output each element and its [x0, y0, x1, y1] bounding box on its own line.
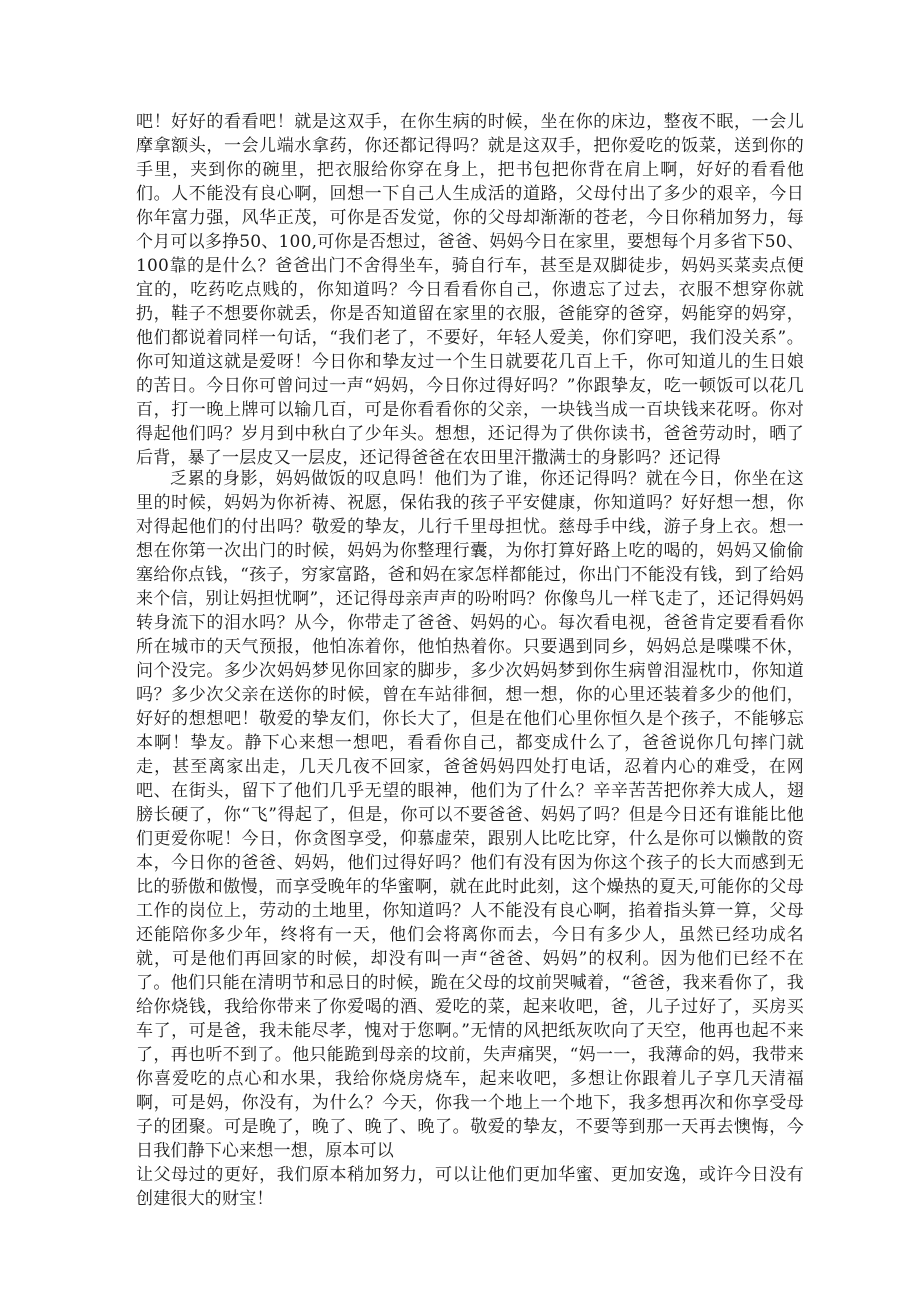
paragraph-2-tail: 让父母过的更好，我们原本稍加努力，可以让他们更加华蜜、更加安逸，或许今日没有创建很大的财宝！ [136, 1165, 804, 1209]
paragraph-2: 乏累的身影，妈妈做饭的叹息吗！他们为了谁，你还记得吗？就在今日，你坐在这里的时候，妈妈为你祈祷、祝愿，保佑我的孩子平安健康，你知道吗？好好想一想，你对得起他们的付出吗？敬爱的挚友，儿行千里母担忧。慈母手中线，游子身上衣。想一想在你第一次出门的时候，妈妈为你整理行囊，为你打算好路上吃的喝的，妈妈又偷偷塞给你点钱，“孩子，穷家富路，爸和妈在家怎样都能过，你出门不能没有钱，到了给妈来个信，别让妈担忧啊”，还记得母亲声声的吩咐吗？你像鸟儿一样飞走了，还记得妈妈转身流下的泪水吗？从今，你带走了爸爸、妈妈的心。每次看电视，爸爸肯定要看看你所在城市的天气预报，他怕冻着你，他怕热着你。只要遇到同乡，妈妈总是喋喋不休，问个没完。多少次妈妈梦见你回家的脚步，多少次妈妈梦到你生病曾泪湿枕巾，你知道吗？多少次父亲在送你的时候，曾在车站徘徊，想一想，你的心里还装着多少的他们，好好的想想吧！敬爱的挚友们，你长大了，但是在他们心里你恒久是个孩子，不能够忘本啊！挚友。静下心来想一想吧，看看你自己，都变成什么了，爸爸说你几句摔门就走，甚至离家出走，几天几夜不回家，爸爸妈妈四处打电话，忍着内心的难受，在网吧、在街头，留下了他们几乎无望的眼神，他们为了什么？辛辛苦苦把你养大成人，翅膀长硬了，你“飞”得起了，但是，你可以不要爸爸、妈妈了吗？但是今日还有谁能比他们更爱你呢！今日，你贪图享受，仰慕虚荣，跟别人比吃比穿，什么是你可以懒散的资本，今日你的爸爸、妈妈，他们过得好吗？他们有没有因为你这个孩子的长大而感到无比的骄傲和傲慢，而享受晚年的华蜜啊，就在此时此刻，这个燥热的夏天,可能你的父母工作的岗位上，劳动的土地里，你知道吗？人不能没有良心啊，掐着指头算一算，父母还能陪你多少年，终将有一天，他们会将离你而去，今日有多少人，虽然已经功成名就，可是他们再回家的时候，却没有叫一声“爸爸、妈妈”的权利。因为他们已经不在了。他们只能在清明节和忌日的时候，跪在父母的坟前哭喊着，“爸爸，我来看你了，我给你烧钱，我给你带来了你爱喝的酒、爱吃的菜，起来收吧，爸，儿子过好了，买房买车了，可是爸，我未能尽孝，愧对于您啊。”无情的风把纸灰吹向了天空，他再也起不来了，再也听不到了。他只能跪到母亲的坟前，失声痛哭，“妈一一，我薄命的妈，我带来你喜爱吃的点心和水果，我给你烧房烧车，起来收吧，多想让你跟着儿子享几天清福啊，可是妈，你没有，为什么？今天，你我一个地上一个地下，我多想再次和你享受母子的团聚。可是晚了，晚了、晚了、晚了。敬爱的挚友，不要等到那一天再去懊悔，今日我们静下心来想一想，原本可以 [136, 469, 804, 1161]
paragraph-1: 吧！好好的看看吧！就是这双手，在你生病的时候，坐在你的床边，整夜不眠，一会儿摩拿额头，一会儿端水拿药，你还都记得吗？就是这双手，把你爱吃的饭菜，送到你的手里，夹到你的碗里，把衣服给你穿在身上，把书包把你背在肩上啊，好好的看看他们。人不能没有良心啊，回想一下自己人生成活的道路，父母付出了多少的艰辛，今日你年富力强，风华正茂，可你是否发觉，你的父母却渐渐的苍老，今日你稍加努力，每个月可以多挣50、100,可你是否想过，爸爸、妈妈今日在家里，要想每个月多省下50、100靠的是什么？爸爸出门不舍得坐车，骑自行车，甚至是双脚徒步，妈妈买菜卖点便宜的，吃药吃点贱的，你知道吗？今日看看你自己，你遗忘了过去，衣服不想穿你就扔，鞋子不想要你就丢，你是否知道留在家里的衣服，爸能穿的爸穿，妈能穿的妈穿，他们都说着同样一句话，“我们老了，不要好，年轻人爱美，你们穿吧，我们没关系”。你可知道这就是爱呀！今日你和挚友过一个生日就要花几百上千，你可知道儿的生日娘的苦日。今日你可曾问过一声“妈妈，今日你过得好吗？”你跟挚友，吃一顿饭可以花几百，打一晚上牌可以输几百，可是你看看你的父亲，一块钱当成一百块钱来花呀。你对得起他们吗？岁月到中秋白了少年头。想想，还记得为了供你读书，爸爸劳动时，晒了后背，暴了一层皮又一层皮，还记得爸爸在农田里汗撒满士的身影吗？还记得 [136, 112, 804, 468]
paragraph-2-container [136, 467, 804, 1211]
